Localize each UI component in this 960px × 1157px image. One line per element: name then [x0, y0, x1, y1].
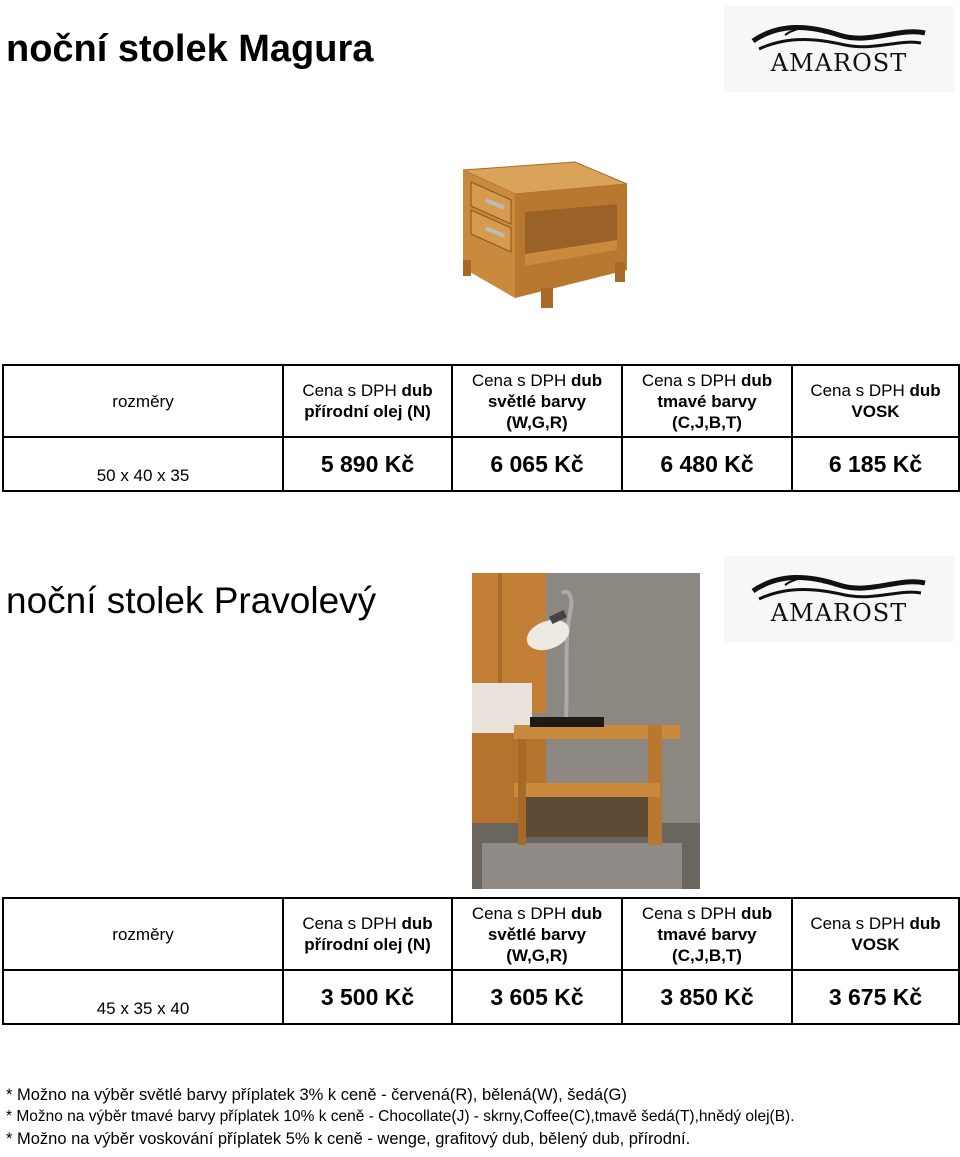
note-light-colors: * Možno na výběr světlé barvy příplatek 3% k ceně - červená(R), bělená(W), šedá(G)	[6, 1086, 627, 1104]
header-price-wax: Cena s DPH dub VOSK	[792, 898, 959, 970]
price-wax: 3 675 Kč	[792, 970, 959, 1024]
notes-block	[6, 1084, 795, 1150]
product-image	[472, 573, 700, 889]
logo-text: AMAROST	[770, 49, 908, 77]
nightstand-drawers-illustration	[455, 150, 645, 315]
dimensions-cell: 50 x 40 x 35	[3, 437, 283, 491]
price-wax: 6 185 Kč	[792, 437, 959, 491]
product-title: noční stolek Pravolevý	[6, 580, 377, 621]
price-natural-oil: 5 890 Kč	[283, 437, 452, 491]
price-light-colors: 3 605 Kč	[452, 970, 622, 1024]
header-price-light-colors: Cena s DPH dub světlé barvy (W,G,R)	[452, 365, 622, 437]
logo-text: AMAROST	[770, 599, 908, 627]
price-table	[2, 364, 960, 492]
price-natural-oil: 3 500 Kč	[283, 970, 452, 1024]
header-price-wax: Cena s DPH dub VOSK	[792, 365, 959, 437]
header-price-light-colors: Cena s DPH dub světlé barvy (W,G,R)	[452, 898, 622, 970]
price-table	[2, 897, 960, 1025]
header-dimensions: rozměry	[3, 365, 283, 437]
note-wax: * Možno na výběr voskování příplatek 5% k ceně - wenge, grafitový dub, bělený dub, přírodní.	[6, 1130, 691, 1148]
header-dimensions: rozměry	[3, 898, 283, 970]
product-title: noční stolek Magura	[6, 28, 374, 70]
header-price-natural-oil: Cena s DPH dub přírodní olej (N)	[283, 365, 452, 437]
dimensions-cell: 45 x 35 x 40	[3, 970, 283, 1024]
note-dark-colors: * Možno na výběr tmavé barvy příplatek 10% k ceně - Chocollate(J) - skrny,Coffee(C),tmavě šedá(T),hnědý olej(B).	[6, 1108, 795, 1125]
header-price-dark-colors: Cena s DPH dub tmavé barvy (C,J,B,T)	[622, 365, 792, 437]
price-dark-colors: 6 480 Kč	[622, 437, 792, 491]
header-price-dark-colors: Cena s DPH dub tmavé barvy (C,J,B,T)	[622, 898, 792, 970]
product-image	[455, 150, 645, 315]
brand-logo	[724, 556, 954, 642]
header-price-natural-oil: Cena s DPH dub přírodní olej (N)	[283, 898, 452, 970]
nightstand-with-lamp-photo	[472, 573, 700, 889]
price-dark-colors: 3 850 Kč	[622, 970, 792, 1024]
brand-logo	[724, 6, 954, 92]
price-light-colors: 6 065 Kč	[452, 437, 622, 491]
